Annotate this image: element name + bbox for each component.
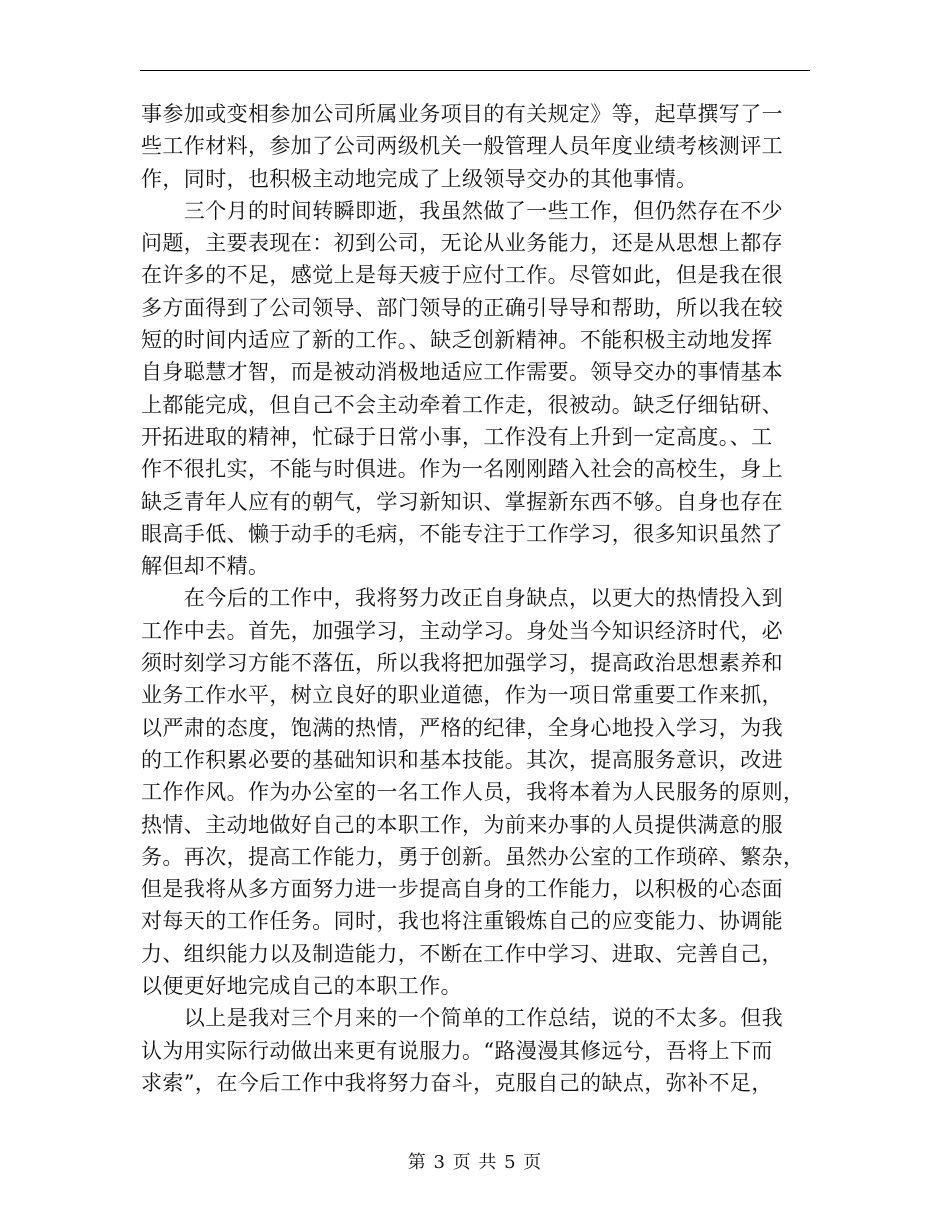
text-line: 自身聪慧才智，而是被动消极地适应工作需要。领导交办的事情基本: [141, 360, 783, 385]
text-line: 三个月的时间转瞬即逝，我虽然做了一些工作，但仍然存在不少: [141, 198, 783, 223]
text-line: 以便更好地完成自己的本职工作。: [141, 974, 462, 999]
text-line: 些工作材料，参加了公司两级机关一般管理人员年度业绩考核测评工: [141, 134, 783, 159]
text-line: 开拓进取的精神，忙碌于日常小事，工作没有上升到一定高度。、工: [141, 424, 773, 449]
paragraph: [141, 195, 811, 583]
text-line: 认为用实际行动做出来更有说服力。“路漫漫其修远兮，吾将上下而: [141, 1038, 773, 1063]
text-line: 以上是我对三个月来的一个简单的工作总结，说的不太多。但我: [141, 1006, 783, 1031]
paragraph: [141, 1002, 811, 1099]
text-line: 的工作积累必要的基础知识和基本技能。其次，提高服务意识，改进: [141, 747, 783, 772]
text-line: 在今后的工作中，我将努力改正自身缺点，以更大的热情投入到: [141, 586, 783, 611]
text-line: 热情、主动地做好自己的本职工作，为前来办事的人员提供满意的服: [141, 812, 783, 837]
text-line: 务。再次，提高工作能力，勇于创新。虽然办公室的工作琐碎、繁杂，: [141, 844, 805, 869]
text-line: 事参加或变相参加公司所属业务项目的有关规定》等，起草撰写了一: [141, 102, 783, 126]
text-line: 问题，主要表现在：初到公司，无论从业务能力，还是从思想上都存: [141, 231, 783, 256]
paragraph: [141, 98, 811, 195]
text-line: 作，同时，也积极主动地完成了上级领导交办的其他事情。: [141, 166, 698, 191]
text-line: 工作作风。作为办公室的一名工作人员，我将本着为人民服务的原则，: [141, 780, 805, 805]
text-line: 但是我将从多方面努力进一步提高自身的工作能力，以积极的心态面: [141, 877, 783, 902]
text-line: 力、组织能力以及制造能力，不断在工作中学习、进取、完善自己，: [141, 941, 783, 966]
text-line: 多方面得到了公司领导、部门领导的正确引导导和帮助，所以我在较: [141, 295, 783, 320]
text-line: 业务工作水平，树立良好的职业道德，作为一项日常重要工作来抓，: [141, 683, 783, 708]
text-line: 在许多的不足，感觉上是每天疲于应付工作。尽管如此，但是我在很: [141, 263, 783, 288]
text-line: 缺乏青年人应有的朝气，学习新知识、掌握新东西不够。自身也存在: [141, 489, 783, 514]
paragraph: [141, 582, 811, 1002]
text-line: 须时刻学习方能不落伍，所以我将把加强学习，提高政治思想素养和: [141, 651, 783, 676]
text-line: 对每天的工作任务。同时，我也将注重锻炼自己的应变能力、协调能: [141, 909, 783, 934]
text-line: 工作中去。首先，加强学习，主动学习。身处当今知识经济时代，必: [141, 618, 783, 643]
header-rule: [140, 70, 810, 71]
text-line: 解但却不精。: [141, 554, 270, 579]
text-line: 上都能完成，但自己不会主动牵着工作走，很被动。缺乏仔细钻研、: [141, 392, 783, 417]
text-line: 求索”，在今后工作中我将努力奋斗，克服自己的缺点，弥补不足，: [141, 1070, 773, 1095]
document-body: [141, 98, 811, 1099]
text-line: 短的时间内适应了新的工作。、缺乏创新精神。不能积极主动地发挥: [141, 328, 773, 353]
text-line: 以严肃的态度，饱满的热情，严格的纪律，全身心地投入学习，为我: [141, 715, 783, 740]
text-line: 作不很扎实，不能与时俱进。作为一名刚刚踏入社会的高校生，身上: [141, 457, 783, 482]
page-number-footer: 第 3 页 共 5 页: [407, 1152, 543, 1173]
text-line: 眼高手低、懒于动手的毛病，不能专注于工作学习，很多知识虽然了: [141, 521, 783, 546]
